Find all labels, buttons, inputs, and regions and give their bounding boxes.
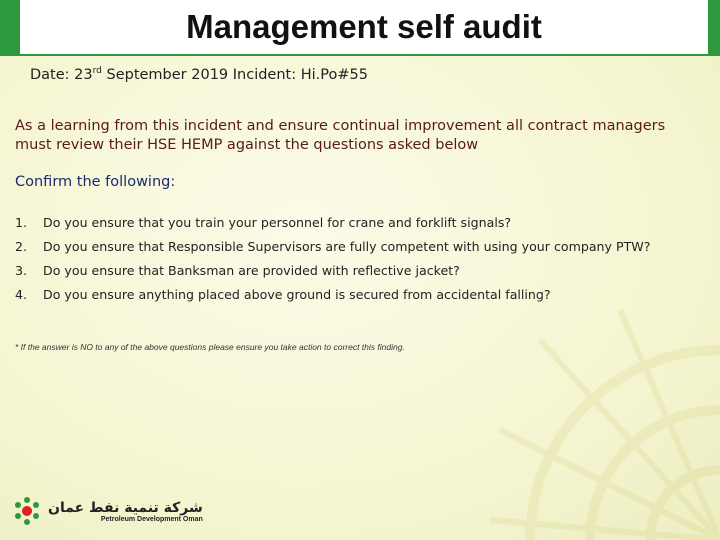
question-text: Do you ensure anything placed above ground is secured from accidental falling? (43, 286, 551, 302)
decorative-sunburst (480, 300, 720, 540)
logo-english-text: Petroleum Development Oman (100, 515, 203, 523)
date-ordinal: rd (92, 66, 102, 76)
title-box (20, 0, 708, 54)
page-title: Management self audit (186, 8, 542, 45)
logo-arabic-text: شركة تنمية نفط عمان (48, 499, 203, 516)
question-text: Do you ensure that Responsible Supervisors are fully competent with using your company PTW? (43, 238, 651, 254)
pdo-logo-icon (12, 496, 42, 526)
question-item (15, 210, 650, 234)
question-item (15, 234, 650, 258)
question-number: 1. (15, 214, 28, 230)
question-number: 2. (15, 238, 28, 254)
question-list (15, 210, 650, 306)
date-rest: September 2019 Incident: Hi.Po#55 (101, 66, 368, 83)
question-text: Do you ensure that Banksman are provided with reflective jacket? (43, 262, 460, 278)
question-item (15, 282, 650, 306)
date-prefix: Date: 23 (30, 66, 93, 83)
footnote: * If the answer is NO to any of the above questions please ensure you take action to correct this finding. (15, 342, 405, 352)
intro-paragraph: As a learning from this incident and ensure continual improvement all contract managers must review their HSE HEMP against the questions asked below (15, 118, 666, 153)
date-incident-line (30, 66, 368, 83)
question-item (15, 258, 650, 282)
company-logo (12, 496, 203, 526)
question-text: Do you ensure that you train your personnel for crane and forklift signals? (43, 214, 512, 230)
question-number: 3. (15, 262, 28, 278)
question-number: 4. (15, 286, 28, 302)
confirm-heading: Confirm the following: (15, 174, 176, 190)
title-bar (0, 0, 720, 56)
